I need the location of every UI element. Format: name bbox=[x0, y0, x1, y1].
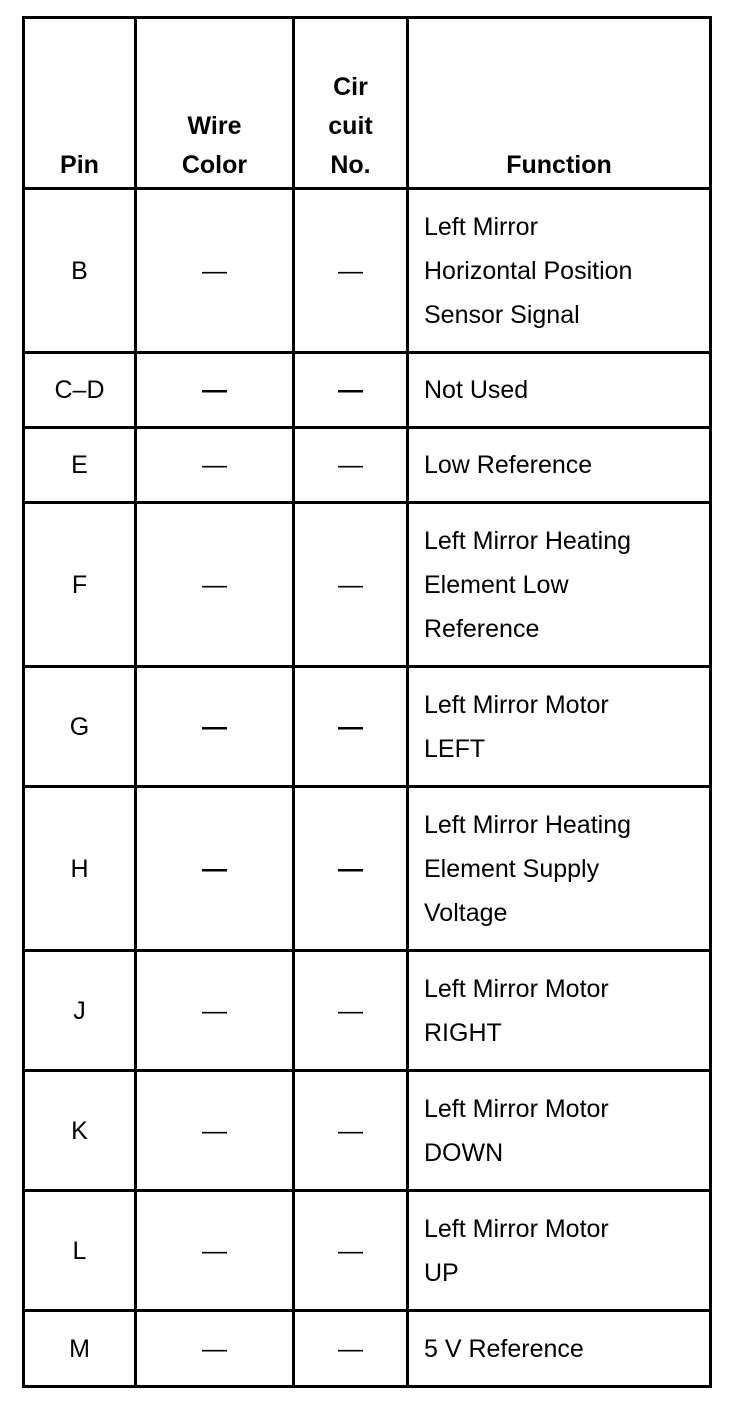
function-cell: Not Used bbox=[408, 353, 711, 428]
function-cell: Left Mirror Motor UP bbox=[408, 1191, 711, 1311]
table-row bbox=[24, 667, 711, 787]
pin-cell: C–D bbox=[24, 353, 136, 428]
circuit-no-cell: — bbox=[294, 787, 408, 951]
function-cell: Left Mirror Heating Element Low Reference bbox=[408, 503, 711, 667]
pin-cell: J bbox=[24, 951, 136, 1071]
header-row bbox=[24, 18, 711, 189]
pin-cell: F bbox=[24, 503, 136, 667]
circuit-no-cell: — bbox=[294, 951, 408, 1071]
header-circuit-no: Cir cuit No. bbox=[294, 18, 408, 189]
connector-pin-table bbox=[22, 16, 712, 1388]
wire-color-cell: — bbox=[136, 1311, 294, 1387]
circuit-no-cell: — bbox=[294, 353, 408, 428]
circuit-no-cell: — bbox=[294, 503, 408, 667]
circuit-no-cell: — bbox=[294, 1311, 408, 1387]
header-pin: Pin bbox=[24, 18, 136, 189]
function-cell: Left Mirror Motor RIGHT bbox=[408, 951, 711, 1071]
wire-color-cell: — bbox=[136, 667, 294, 787]
wire-color-cell: — bbox=[136, 353, 294, 428]
wire-color-cell: — bbox=[136, 787, 294, 951]
wire-color-cell: — bbox=[136, 428, 294, 503]
table-row bbox=[24, 353, 711, 428]
table-row bbox=[24, 428, 711, 503]
function-cell: Low Reference bbox=[408, 428, 711, 503]
function-cell: Left Mirror Horizontal Position Sensor Signal bbox=[408, 189, 711, 353]
pin-cell: G bbox=[24, 667, 136, 787]
table-row bbox=[24, 189, 711, 353]
circuit-no-cell: — bbox=[294, 1071, 408, 1191]
function-cell: Left Mirror Motor LEFT bbox=[408, 667, 711, 787]
pin-cell: M bbox=[24, 1311, 136, 1387]
circuit-no-cell: — bbox=[294, 189, 408, 353]
table-row bbox=[24, 1191, 711, 1311]
function-cell: Left Mirror Heating Element Supply Voltage bbox=[408, 787, 711, 951]
wire-color-cell: — bbox=[136, 189, 294, 353]
circuit-no-cell: — bbox=[294, 1191, 408, 1311]
wire-color-cell: — bbox=[136, 1071, 294, 1191]
wire-color-cell: — bbox=[136, 503, 294, 667]
pin-cell: E bbox=[24, 428, 136, 503]
header-wire-color: Wire Color bbox=[136, 18, 294, 189]
header-function: Function bbox=[408, 18, 711, 189]
pin-cell: H bbox=[24, 787, 136, 951]
circuit-no-cell: — bbox=[294, 428, 408, 503]
table-row bbox=[24, 951, 711, 1071]
pin-cell: L bbox=[24, 1191, 136, 1311]
function-cell: 5 V Reference bbox=[408, 1311, 711, 1387]
pin-cell: B bbox=[24, 189, 136, 353]
wire-color-cell: — bbox=[136, 1191, 294, 1311]
circuit-no-cell: — bbox=[294, 667, 408, 787]
table-row bbox=[24, 1071, 711, 1191]
wire-color-cell: — bbox=[136, 951, 294, 1071]
table-row bbox=[24, 787, 711, 951]
function-cell: Left Mirror Motor DOWN bbox=[408, 1071, 711, 1191]
pin-cell: K bbox=[24, 1071, 136, 1191]
table-row bbox=[24, 1311, 711, 1387]
table-row bbox=[24, 503, 711, 667]
